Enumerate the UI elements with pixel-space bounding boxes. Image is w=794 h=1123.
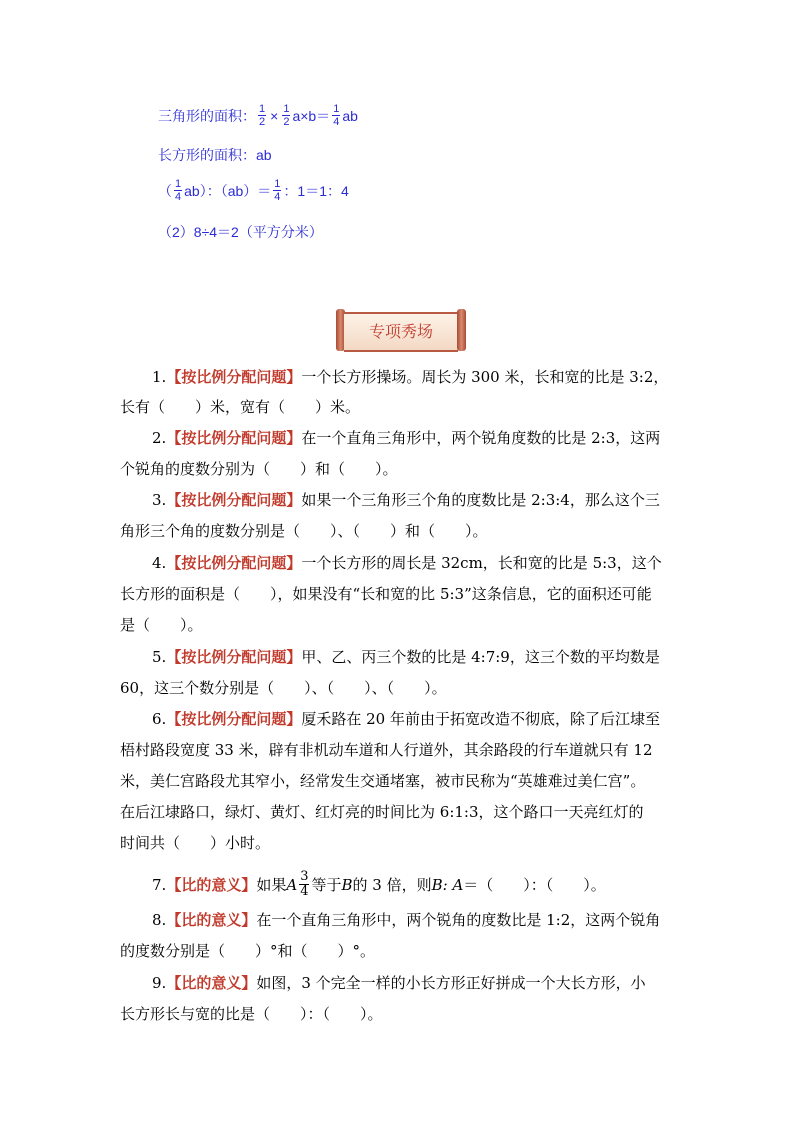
q3-line1: 3.【按比例分配问题】如果一个三角形三个角的度数比是 2:3:4，那么这个三 bbox=[152, 491, 660, 509]
fraction-quarter: $\frac{1}{4}$ bbox=[333, 103, 340, 128]
fraction-quarter-result: $\frac{1}{4}$ bbox=[274, 178, 281, 203]
q5-line2: 60，这三个数分别是（ ）、（ ）、（ ）。 bbox=[120, 679, 447, 697]
q3-tag: 【按比例分配问题】 bbox=[166, 491, 302, 509]
q6-line1: 6.【按比例分配问题】厦禾路在 20 年前由于拓宽改造不彻底，除了后江埭至 bbox=[152, 710, 660, 728]
solution-part2: （2）8÷4＝2（平方分米） bbox=[158, 224, 323, 240]
q6-line4: 在后江埭路口，绿灯、黄灯、红灯亮的时间比为 6:1:3，这个路口一天亮红灯的 bbox=[120, 803, 644, 821]
q6-line5: 时间共（ ）小时。 bbox=[120, 834, 271, 852]
q4-tag: 【按比例分配问题】 bbox=[166, 554, 302, 572]
q2-line2: 个锐角的度数分别为（ ）和（ ）。 bbox=[120, 460, 398, 478]
q4-line3: 是（ ）。 bbox=[120, 616, 203, 634]
q2-tag: 【按比例分配问题】 bbox=[166, 429, 302, 447]
q6-line3: 米，美仁宫路段尤其窄小，经常发生交通堵塞，被市民称为“英雄难过美仁宫”。 bbox=[120, 772, 646, 790]
q6-tag: 【按比例分配问题】 bbox=[166, 710, 302, 728]
banner-title: 专项秀场 bbox=[368, 322, 433, 341]
q1-tag: 【按比例分配问题】 bbox=[166, 368, 302, 386]
section-banner bbox=[336, 309, 466, 351]
q1-line1: 1.【按比例分配问题】一个长方形操场。周长为 300 米，长和宽的比是 3:2， bbox=[152, 368, 669, 386]
solution-triangle-area: 三角形的面积： $\frac{1}{2}$ × $\frac{1}{2}$ a×b＝ $\frac{1}{4}$ ab bbox=[158, 103, 358, 128]
q9-line2: 长方形长与宽的比是（ ）：（ ）。 bbox=[120, 1005, 383, 1023]
q9-tag: 【比的意义】 bbox=[166, 974, 257, 992]
solution-rect-area: 长方形的面积：ab bbox=[158, 147, 272, 163]
fraction-half-2: $\frac{1}{2}$ bbox=[283, 103, 290, 128]
fraction-half: $\frac{1}{2}$ bbox=[259, 103, 266, 128]
q8-tag: 【比的意义】 bbox=[166, 911, 257, 929]
q8-line2: 的度数分别是（ ）°和（ ）°。 bbox=[120, 942, 376, 960]
q9-line1: 9.【比的意义】如图，3 个完全一样的小长方形正好拼成一个大长方形，小 bbox=[152, 974, 646, 992]
q5-line1: 5.【按比例分配问题】甲、乙、丙三个数的比是 4:7:9，这三个数的平均数是 bbox=[152, 648, 660, 666]
solution-ratio: （ $\frac{1}{4}$ ab）：（ab）＝ $\frac{1}{4}$ ：1＝1：4 bbox=[158, 178, 349, 203]
q4-line2: 长方形的面积是（ ），如果没有“长和宽的比 5:3”这条信息，它的面积还可能 bbox=[120, 585, 652, 603]
triangle-label: 三角形的面积： bbox=[158, 107, 256, 124]
q7-fraction: $\frac{3}{4}$ bbox=[300, 869, 309, 899]
q7-tag: 【比的意义】 bbox=[166, 875, 257, 894]
q7-line1: 7. 【比的意义】 如果 A $\frac{3}{4}$ 等于 B 的 3 倍，则 B: A ＝（ ）：（ ）。 bbox=[152, 869, 606, 899]
q4-line1: 4.【按比例分配问题】一个长方形的周长是 32cm，长和宽的比是 5:3，这个 bbox=[152, 554, 662, 572]
q2-line1: 2.【按比例分配问题】在一个直角三角形中，两个锐角度数的比是 2:3，这两 bbox=[152, 429, 661, 447]
q3-line2: 角形三个角的度数分别是（ ）、（ ）和（ ）。 bbox=[120, 522, 488, 540]
q5-tag: 【按比例分配问题】 bbox=[166, 648, 302, 666]
q6-line2: 梧村路段宽度 33 米，辟有非机动车道和人行道外，其余路段的行车道就只有 12 bbox=[120, 741, 653, 759]
q1-line2: 长有（ ）米，宽有（ ）米。 bbox=[120, 398, 361, 416]
fraction-quarter-ratio: $\frac{1}{4}$ bbox=[175, 178, 182, 203]
q8-line1: 8.【比的意义】在一个直角三角形中，两个锐角的度数比是 1:2，这两个锐角 bbox=[152, 911, 661, 929]
